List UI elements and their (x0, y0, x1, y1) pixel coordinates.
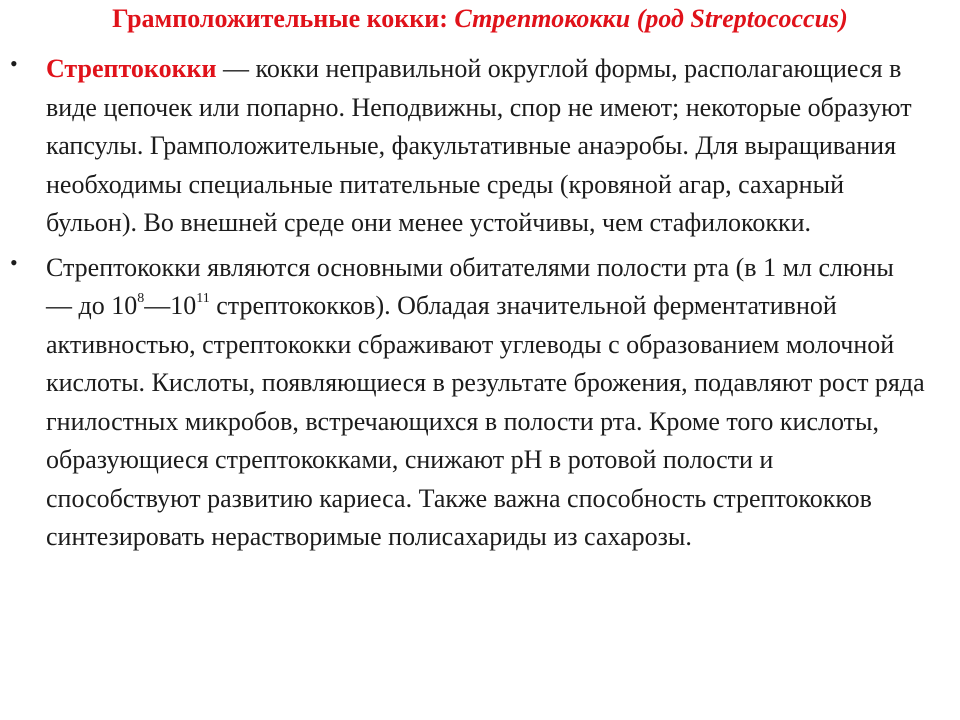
bullet-1-text: — кокки неправильной округлой формы, располагающиеся в виде цепочек или попарно. Неподвижны, спор не имеют; некоторые образуют капсулы. Грамположительные, факультативные анаэробы. Для выращивания необходимы специальные питательные среды (кровяной агар, сахарный бульон). Во внешней среде они менее устойчивы, чем стафилококки. (46, 54, 912, 237)
title-italic: Стрептококки (род Streptococcus) (454, 4, 848, 33)
title-prefix: Грамположительные кокки: (112, 4, 455, 33)
bullet-marker: • (10, 51, 18, 76)
bullet-list (0, 50, 960, 557)
bullet-2-text-b: —10 (144, 291, 197, 320)
superscript-exponent-8: 8 (137, 291, 145, 306)
bullet-2-text-c: стрептококков). Обладая значительной ферментативной активностью, стрептококки сбраживают углеводы с образованием молочной кислоты. Кислоты, появляющиеся в результате брожения, подавляют рост ряда гнилостных микробов, встречающихся в полости рта. Кроме того кислоты, образующиеся стрептококками, снижают pH в ротовой полости и способствуют развитию кариеса. Также важна способность стрептококков синтезировать нерастворимые полисахариды из сахарозы. (46, 291, 925, 551)
bullet-item-2 (0, 249, 926, 557)
slide-title (0, 4, 960, 34)
term-streptococci: Стрептококки (46, 54, 217, 83)
bullet-marker: • (10, 249, 18, 275)
superscript-exponent-11: 11 (196, 291, 210, 306)
bullet-item-1 (0, 50, 926, 243)
bullet-2-text-a: Стрептококки являются основными обитателями полости рта (в 1 мл слюны — до 10 (46, 252, 894, 320)
